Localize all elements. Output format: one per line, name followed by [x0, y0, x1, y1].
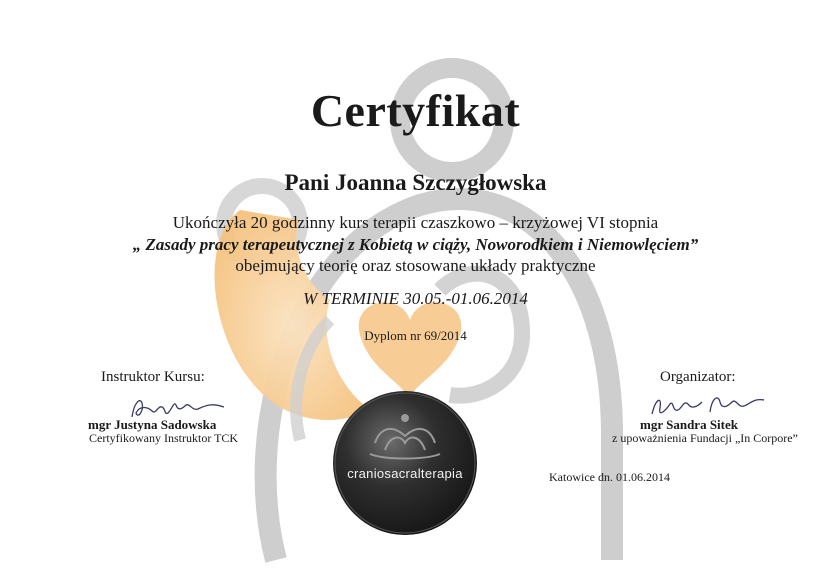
- course-title: „ Zasady pracy terapeutycznej z Kobietą w ciąży, Noworodkiem i Niemowlęciem”: [132, 235, 699, 254]
- certificate-title: Certyfikat: [310, 85, 521, 136]
- course-scope: obejmujący teorię oraz stosowane układy praktyczne: [235, 256, 596, 275]
- instructor-label: Instruktor Kursu:: [101, 369, 205, 385]
- recipient-name: Pani Joanna Szczygłowska: [284, 170, 547, 195]
- diploma-number: Dyplom nr 69/2014: [364, 328, 467, 343]
- organizer-role: z upoważnienia Fundacji „In Corpore”: [612, 431, 798, 445]
- course-term: W TERMINIE 30.05.-01.06.2014: [303, 289, 528, 308]
- place-and-date: Katowice dn. 01.06.2014: [549, 470, 670, 484]
- seal-text: craniosacralterapia: [347, 466, 463, 481]
- organizer-name: mgr Sandra Sitek: [640, 417, 738, 432]
- instructor-name: mgr Justyna Sadowska: [88, 417, 217, 432]
- course-description: Ukończyła 20 godzinny kurs terapii czaszkowo – krzyżowej VI stopnia: [172, 213, 659, 232]
- organizer-label: Organizator:: [660, 369, 736, 385]
- instructor-role: Certyfikowany Instruktor TCK: [89, 431, 239, 445]
- foil-seal: [330, 388, 480, 538]
